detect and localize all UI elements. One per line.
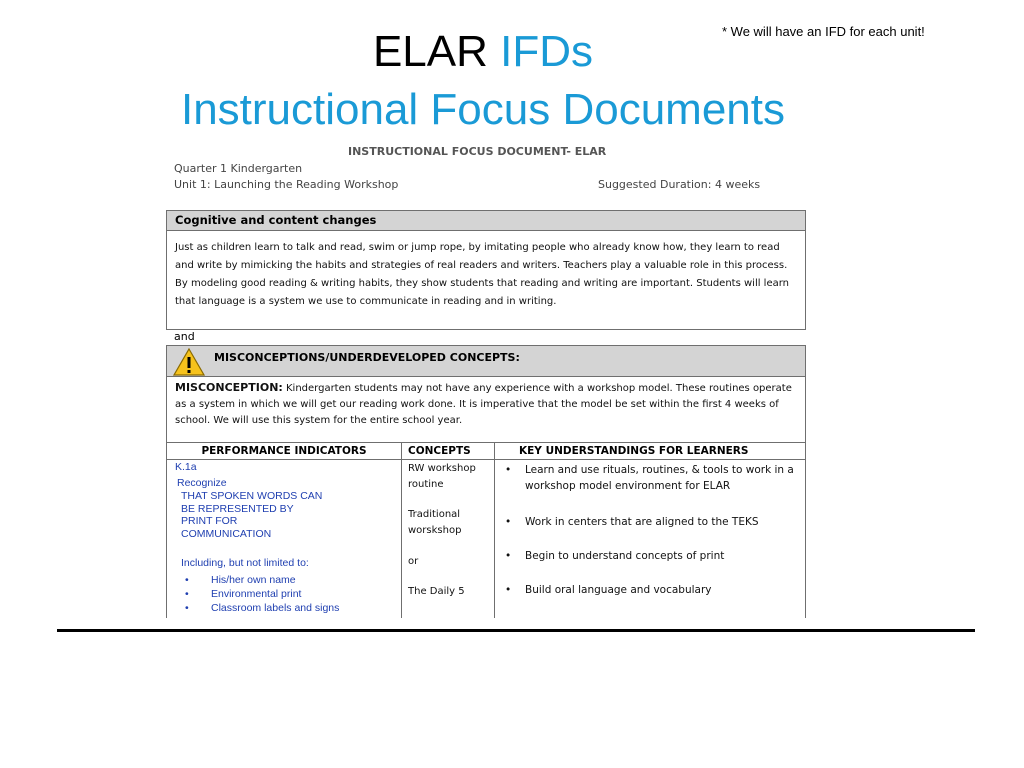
- misconception-label: MISCONCEPTION:: [175, 381, 283, 394]
- key-understandings-column: [495, 443, 805, 618]
- concept-item: The Daily 5: [408, 586, 465, 597]
- duration-label: Suggested Duration: 4 weeks: [598, 178, 761, 191]
- indicator-statement: THAT SPOKEN WORDS CAN BE REPRESENTED BY PRINT FOR COMMUNICATION: [181, 490, 323, 540]
- key-understanding-item: • Build oral language and vocabulary: [503, 582, 806, 598]
- indicators-table: [166, 442, 806, 618]
- warning-icon: [173, 348, 205, 376]
- misconceptions-header: MISCONCEPTIONS/UNDERDEVELOPED CONCEPTS:: [214, 351, 520, 364]
- key-understanding-item: • Begin to understand concepts of print: [503, 548, 806, 564]
- page-title: [0, 26, 966, 78]
- misconceptions-header-bar: [167, 346, 805, 377]
- column-header-concepts: CONCEPTS: [402, 443, 494, 460]
- misconceptions-section: [166, 345, 806, 443]
- indicator-list: [185, 573, 339, 615]
- page-subtitle: Instructional Focus Documents: [180, 85, 786, 134]
- list-item: • Environmental print: [185, 587, 339, 601]
- cognitive-text: Just as children learn to talk and read, swim or jump rope, by imitating people who already know how, they learn to read and write by mimicking the habits and strategies of real readers and writers. Teachers play a valuable role in this process. By modeling good reading & writing habits, they show students that reading and writing are important. Students will learn that language is a system we use to communicate in reading and in writing.: [175, 242, 790, 307]
- document-image: [166, 140, 806, 618]
- indicator-including: Including, but not limited to:: [181, 557, 309, 569]
- divider-line: [57, 629, 975, 632]
- key-understanding-item: • Work in centers that are aligned to the TEKS: [503, 514, 806, 530]
- unit-label: Unit 1: Launching the Reading Workshop: [174, 178, 399, 191]
- cognitive-header: Cognitive and content changes: [167, 211, 805, 231]
- quarter-label: Quarter 1 Kindergarten: [174, 162, 303, 175]
- misconception-text: Kindergarten students may not have any experience with a workshop model. These routines operate as a system in which we will get our reading work done. It is imperative that the model be set within the first 4 weeks of school. We will use this system for the entire school year.: [175, 383, 792, 426]
- column-header-key-understandings: KEY UNDERSTANDINGS FOR LEARNERS: [495, 443, 805, 460]
- concepts-column: [402, 443, 495, 618]
- footnote: * We will have an IFD for each unit!: [722, 24, 925, 39]
- concept-item: Traditional worskshop: [408, 509, 462, 536]
- key-understanding-item: • Learn and use rituals, routines, & tools to work in a workshop model environment for ELAR: [503, 462, 806, 494]
- document-heading: INSTRUCTIONAL FOCUS DOCUMENT- ELAR: [348, 145, 607, 158]
- list-item: • Classroom labels and signs: [185, 601, 339, 615]
- list-item: • His/her own name: [185, 573, 339, 587]
- concept-item: RW workshop routine: [408, 463, 476, 490]
- indicator-code: K.1a: [175, 461, 197, 473]
- concept-item: or: [408, 556, 419, 567]
- cognitive-section: [166, 210, 806, 330]
- title-elar: ELAR: [372, 27, 488, 76]
- misconception-paragraph: [167, 377, 805, 429]
- connector-text: and: [174, 330, 195, 343]
- indicator-verb: Recognize: [177, 477, 227, 489]
- indicators-column: [167, 443, 402, 618]
- title-ifds: IFDs: [500, 27, 594, 76]
- column-header-indicators: PERFORMANCE INDICATORS: [167, 443, 401, 460]
